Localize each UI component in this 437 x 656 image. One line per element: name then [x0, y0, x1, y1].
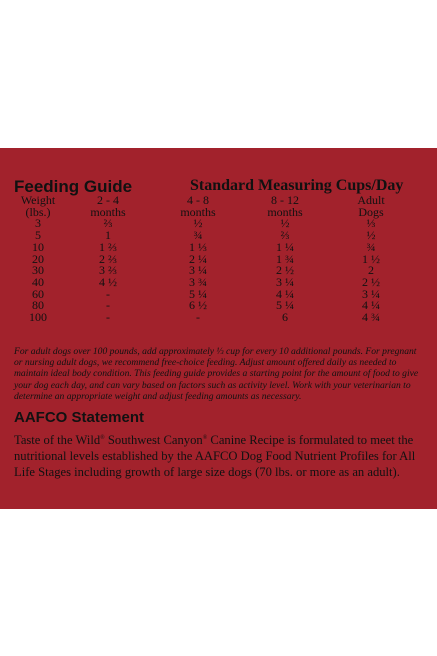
- measuring-cups-title: Standard Measuring Cups/Day: [190, 177, 404, 194]
- table-cell: -: [196, 310, 200, 325]
- table-cell: 2 ¼: [189, 251, 207, 266]
- product-name: Southwest Canyon: [107, 433, 203, 447]
- header-weight: Weight: [20, 193, 56, 207]
- feeding-guide-title: Feeding Guide: [14, 177, 133, 196]
- header-8-12-months: 8 - 12: [271, 193, 299, 207]
- table-cell: 20: [32, 251, 44, 266]
- table-row: [14, 254, 414, 266]
- table-row: [14, 289, 414, 301]
- header-2-4-months: 2 - 4: [97, 193, 119, 207]
- table-cell: 3 ¼: [362, 286, 380, 301]
- table-cell: 30: [32, 263, 44, 278]
- header-months-1: months: [90, 204, 126, 219]
- table-cell: -: [106, 286, 110, 301]
- table-row: [14, 218, 414, 230]
- aafco-title: AAFCO Statement: [14, 409, 145, 426]
- table-cell: ½: [366, 228, 376, 243]
- table-cell: 2 ⅔: [99, 251, 117, 266]
- table-cell: -: [106, 298, 110, 313]
- table-cell: 5 ¼: [189, 286, 207, 301]
- table-cell: ¾: [366, 239, 376, 254]
- header-months-2: months: [180, 204, 216, 219]
- table-cell: 1: [105, 228, 111, 243]
- table-row: [14, 265, 414, 277]
- table-cell: 3: [35, 216, 41, 231]
- table-cell: 1 ⅔: [99, 239, 117, 254]
- header-adult: Adult: [357, 193, 385, 207]
- table-cell: 2 ½: [276, 263, 294, 278]
- header-months-3: months: [267, 204, 303, 219]
- brand-name: Taste of the Wild: [14, 433, 101, 447]
- table-cell: 6 ½: [189, 298, 207, 313]
- table-cell: ½: [193, 216, 203, 231]
- table-cell: 1 ¼: [276, 239, 294, 254]
- table-cell: 5: [35, 228, 41, 243]
- table-cell: ⅔: [103, 216, 113, 231]
- table-cell: ½: [280, 216, 290, 231]
- feeding-table-body: [14, 218, 414, 323]
- table-cell: 1 ⅓: [189, 239, 207, 254]
- header-4-8-months: 4 - 8: [187, 193, 209, 207]
- feeding-note: For adult dogs over 100 pounds, add approximately ⅓ cup for every 10 additional pounds. For pregnant or nursing adult dogs, we recommend free-choice feeding. Adjust amount offered daily as needed to maintain ideal body condition. This feeding guide provides a starting point for the amount of food to give your dog each day, and can vary based on factors such as activity level. Work with your veterinarian to determine an appropriate weight and adjust feeding amounts as necessary.: [14, 346, 419, 402]
- product-registered-mark: ®: [202, 434, 208, 441]
- table-cell: 4 ¼: [362, 298, 380, 313]
- table-cell: 1 ¾: [276, 251, 294, 266]
- table-cell: 5 ¼: [276, 298, 294, 313]
- table-cell: -: [106, 310, 110, 325]
- table-cell: 2 ½: [362, 274, 380, 289]
- header-dogs: Dogs: [358, 204, 384, 219]
- table-row: [14, 277, 414, 289]
- table-cell: 4 ½: [99, 274, 117, 289]
- table-cell: 6: [282, 310, 288, 325]
- table-cell: ⅔: [280, 228, 290, 243]
- table-row: [14, 230, 414, 242]
- feeding-table: [14, 195, 414, 324]
- table-cell: 3 ¾: [189, 274, 207, 289]
- brand-registered-mark: ®: [100, 434, 105, 441]
- table-cell: 10: [32, 239, 44, 254]
- header-weight-unit: (lbs.): [25, 204, 51, 219]
- table-cell: 4 ¼: [276, 286, 294, 301]
- table-cell: 4 ¾: [362, 310, 380, 325]
- table-cell: 3 ¼: [189, 263, 207, 278]
- aafco-statement: [14, 432, 430, 480]
- table-header-row-2: [14, 207, 414, 219]
- table-cell: 2: [368, 263, 374, 278]
- table-cell: 80: [32, 298, 44, 313]
- aafco-statement-text: Canine Recipe is formulated to meet the nutritional levels established by the AAFCO Dog Food Nutrient Profiles for All Life Stages including growth of large size dogs (70 lbs. or more as an adult).: [14, 433, 416, 479]
- feeding-guide-panel: [0, 148, 437, 509]
- table-cell: 40: [32, 274, 44, 289]
- table-row: [14, 312, 414, 324]
- table-cell: ¾: [193, 228, 203, 243]
- table-cell: ⅓: [366, 216, 376, 231]
- table-cell: 1 ½: [362, 251, 380, 266]
- table-row: [14, 242, 414, 254]
- table-cell: 3 ¼: [276, 274, 294, 289]
- table-cell: 3 ⅔: [99, 263, 117, 278]
- table-row: [14, 300, 414, 312]
- table-cell: 100: [29, 310, 47, 325]
- table-cell: 60: [32, 286, 44, 301]
